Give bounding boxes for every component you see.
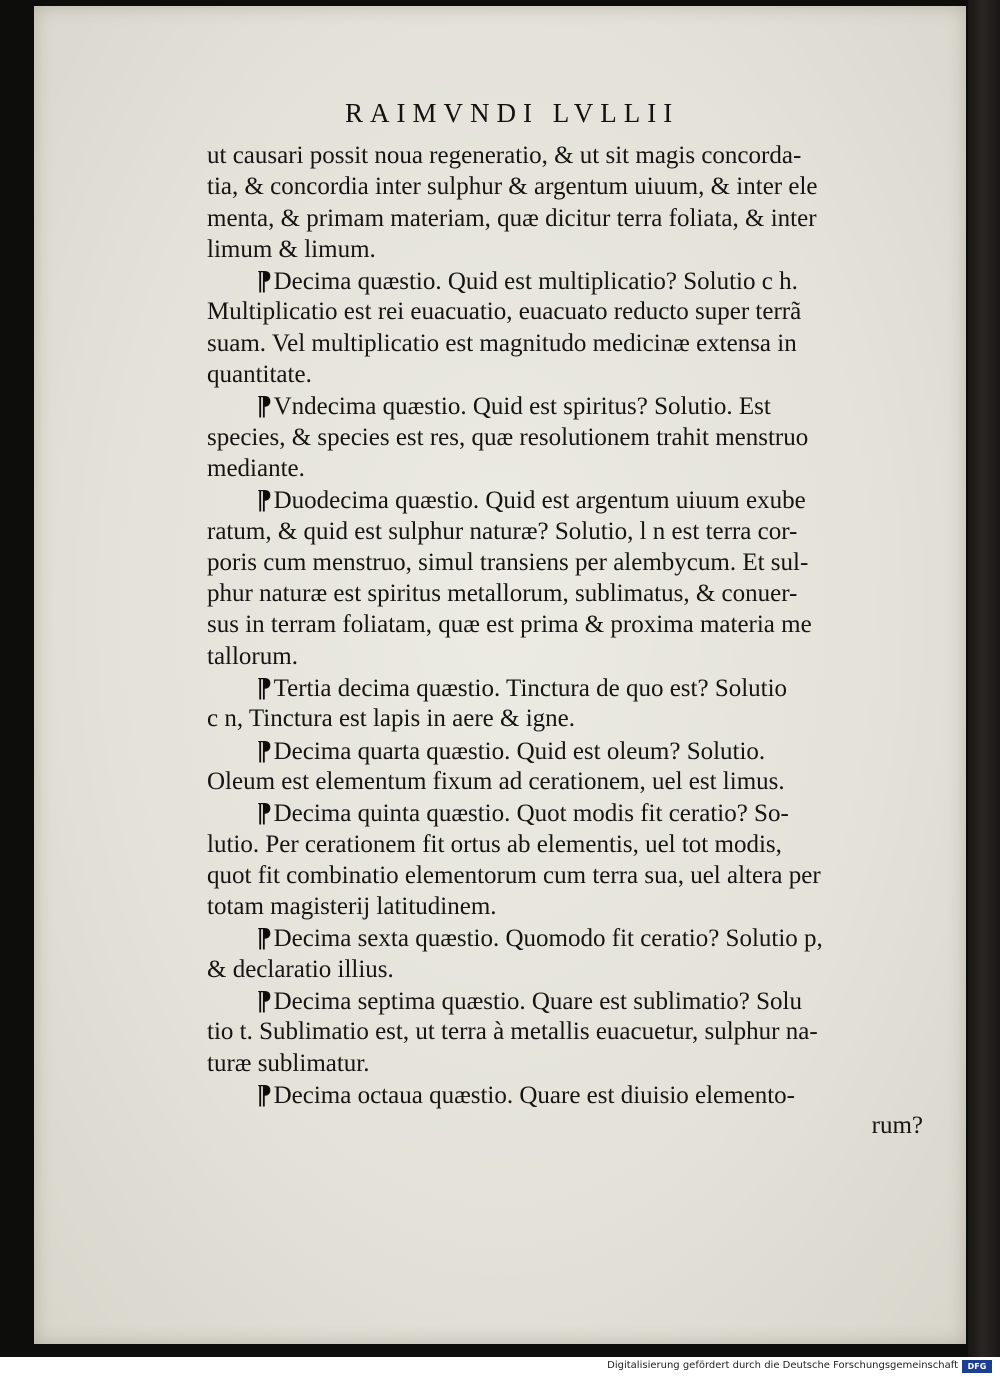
paragraph-start-line (207, 390, 937, 421)
line-text: mediante. (207, 454, 305, 482)
line-text: Decima quarta quæstio. Quid est oleum? Solutio. (273, 737, 766, 765)
text-line (207, 891, 937, 922)
line-text: turæ sublimatur. (207, 1049, 370, 1077)
paragraph-start-line (207, 735, 937, 766)
book-spine-edge (968, 0, 1000, 1357)
text-line (207, 547, 937, 578)
pilcrow-mark: ¶ (257, 265, 272, 296)
line-text: tio t. Sublimatio est, ut terra à metallis euacuetur, sulphur na- (207, 1018, 818, 1046)
pilcrow-mark: ¶ (257, 484, 272, 515)
text-line (207, 766, 937, 797)
line-text: tallorum. (207, 642, 298, 670)
text-line (207, 234, 937, 265)
text-line (207, 422, 937, 453)
pilcrow-mark: ¶ (257, 734, 272, 765)
text-line (207, 829, 937, 860)
line-text: species, & species est res, quæ resolutionem trahit menstruo (207, 423, 809, 451)
line-text: & declaratio illius. (207, 955, 394, 983)
paragraph-start-line (207, 922, 937, 953)
paragraph-start-line (207, 797, 937, 828)
text-line (207, 954, 937, 985)
text-line (207, 1110, 937, 1141)
body-text (207, 140, 937, 1142)
line-text: Decima sexta quæstio. Quomodo fit ceratio? Solutio p, (273, 925, 823, 953)
text-line (207, 516, 937, 547)
line-text: phur naturæ est spiritus metallorum, sublimatus, & conuer- (207, 580, 798, 608)
line-text: rum? (871, 1112, 923, 1140)
paragraph-start-line (207, 985, 937, 1016)
text-line (207, 140, 937, 171)
text-line (207, 578, 937, 609)
line-text: Decima quæstio. Quid est multiplicatio? Solutio c h. (273, 268, 798, 296)
dfg-logo: DFG (962, 1360, 992, 1373)
paragraph-start-line (207, 484, 937, 515)
text-line (207, 171, 937, 202)
line-text: Decima octaua quæstio. Quare est diuisio elemento- (273, 1081, 795, 1109)
paragraph-start-line (207, 672, 937, 703)
pilcrow-mark: ¶ (257, 985, 272, 1016)
line-text: Tertia decima quæstio. Tinctura de quo est? Solutio (273, 675, 788, 703)
line-text: Decima quinta quæstio. Quot modis fit ceratio? So- (273, 800, 789, 828)
funding-notice: Digitalisierung gefördert durch die Deutsche Forschungsgemeinschaft (607, 1360, 958, 1371)
running-head: RAIMVNDI LVLLII (345, 98, 680, 128)
footer-bar (0, 1357, 1000, 1377)
paragraph-start-line (207, 1079, 937, 1110)
line-text: lutio. Per cerationem fit ortus ab elementis, uel tot modis, (207, 830, 782, 858)
text-line (207, 703, 937, 734)
pilcrow-mark: ¶ (257, 1078, 272, 1109)
text-line (207, 609, 937, 640)
line-text: poris cum menstruo, simul transiens per alembycum. Et sul- (207, 548, 809, 576)
line-text: quantitate. (207, 361, 312, 389)
line-text: ratum, & quid est sulphur naturæ? Solutio, l n est terra cor- (207, 517, 798, 545)
line-text: quot fit combinatio elementorum cum terra sua, uel altera per (207, 861, 821, 889)
text-line (207, 328, 937, 359)
line-text: suam. Vel multiplicatio est magnitudo medicinæ extensa in (207, 329, 797, 357)
text-line (207, 203, 937, 234)
text-line (207, 1048, 937, 1079)
pilcrow-mark: ¶ (257, 797, 272, 828)
paragraph-start-line (207, 265, 937, 296)
line-text: tia, & concordia inter sulphur & argentum uiuum, & inter ele (207, 173, 818, 201)
line-text: Multiplicatio est rei euacuatio, euacuato reducto super terrã (207, 298, 802, 326)
text-line (207, 1016, 937, 1047)
text-line (207, 359, 937, 390)
line-text: c n, Tinctura est lapis in aere & igne. (207, 705, 575, 733)
text-line (207, 641, 937, 672)
pilcrow-mark: ¶ (257, 672, 272, 703)
line-text: sus in terram foliatam, quæ est prima & proxima materia me (207, 611, 812, 639)
text-line (207, 860, 937, 891)
line-text: Oleum est elementum fixum ad cerationem, uel est limus. (207, 767, 785, 795)
pilcrow-mark: ¶ (257, 922, 272, 953)
line-text: totam magisterij latitudinem. (207, 893, 497, 921)
line-text: Duodecima quæstio. Quid est argentum uiuum exube (273, 487, 806, 515)
line-text: Vndecima quæstio. Quid est spiritus? Solutio. Est (273, 393, 771, 421)
pilcrow-mark: ¶ (257, 390, 272, 421)
text-line (207, 453, 937, 484)
line-text: ut causari possit noua regeneratio, & ut sit magis concorda- (207, 142, 802, 169)
line-text: Decima septima quæstio. Quare est sublimatio? Solu (273, 988, 802, 1016)
line-text: menta, & primam materiam, quæ dicitur terra foliata, & inter (207, 204, 817, 232)
text-line (207, 296, 937, 327)
line-text: limum & limum. (207, 235, 376, 263)
